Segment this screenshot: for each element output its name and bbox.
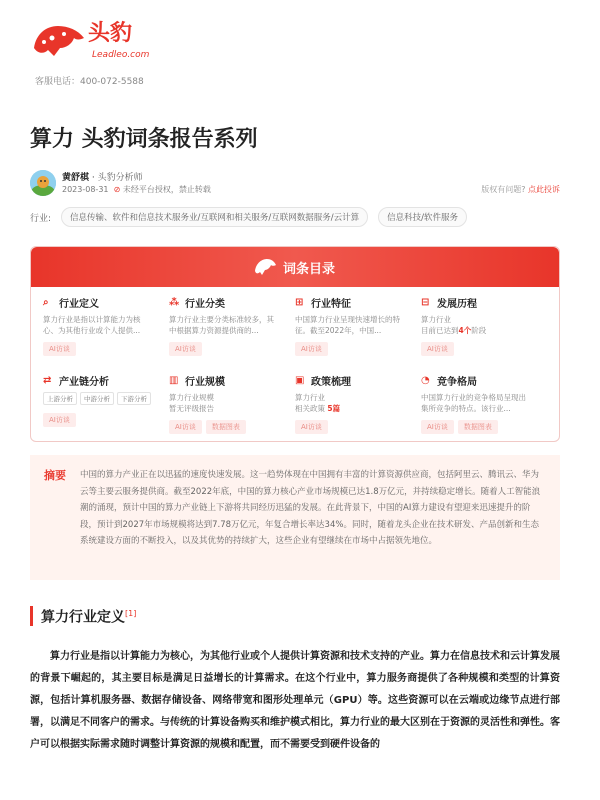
ai-interview-button[interactable]: AI访谈 xyxy=(295,420,328,434)
industry-row xyxy=(30,207,467,227)
toc-item-title[interactable]: 行业定义 xyxy=(59,299,99,310)
avatar-icon xyxy=(30,170,56,196)
ai-interview-button[interactable]: AI访谈 xyxy=(421,420,454,434)
industry-label: 行业: xyxy=(30,213,52,224)
summary-label: 摘要 xyxy=(44,469,66,482)
downstream-tag[interactable]: 下游分析 xyxy=(117,392,151,405)
desc-suffix: 阶段 xyxy=(471,326,487,335)
toc-item-classification[interactable] xyxy=(169,295,295,363)
industry-tag[interactable]: 信息科技/软件服务 xyxy=(378,207,467,227)
toc-item-title[interactable]: 政策梳理 xyxy=(311,377,351,388)
logo-text: 头豹 xyxy=(88,21,133,46)
toc-item-desc: 算力行业是指以计算能力为核心、为其他行业或个人提供... xyxy=(43,315,141,335)
no-repost-icon: ⊘ xyxy=(113,185,121,194)
logo-subtitle: Leadleo.com xyxy=(92,50,150,60)
toc-header xyxy=(31,247,559,287)
page-title: 算力 头豹词条报告系列 xyxy=(30,127,258,152)
publish-date: 2023-08-31 xyxy=(62,185,109,194)
definition-icon: ⌕ xyxy=(43,297,49,308)
toc-item-desc xyxy=(421,314,529,336)
desc-line: 算力行业 xyxy=(421,315,451,324)
summary-box xyxy=(30,455,560,580)
toc-title: 词条目录 xyxy=(282,261,335,277)
desc-prefix: 目前已达到 xyxy=(421,326,459,335)
policy-icon: ▣ xyxy=(295,375,305,386)
desc-line: 算力行业 xyxy=(295,393,325,402)
repost-notice: 未经平台授权，禁止转载 xyxy=(122,185,211,194)
section-body: 算力行业是指以计算能力为核心，为其他行业或个人提供计算资源和技术支持的产业。算力在信息技术和云计算发展的背景下崛起的，其主要目标是满足日益增长的计算需求。在这个行业中，算力服务商提供了各种规模和类型的计算资源，包括计算机服务器、数据存储设备、网络带宽和图形处理单元（GPU）等。这些资源可以在云端或边缘节点进行部署，以满足不同客户的需求。与传统的计算设备购买和维护模式相比，算力行业的最大区别在于资源的灵活性和弹性。客户可以根据实际需求随时调整计算资源的规模和配置，而不需要受到硬件设备的 xyxy=(30,651,560,750)
publish-meta xyxy=(62,184,211,195)
leopard-icon xyxy=(30,18,88,62)
chain-icon: ⇄ xyxy=(43,375,52,386)
ai-interview-button[interactable]: AI访谈 xyxy=(169,420,202,434)
data-chart-button[interactable]: 数据图表 xyxy=(206,420,246,434)
table-of-contents xyxy=(30,246,560,442)
toc-item-definition[interactable] xyxy=(43,295,169,363)
toc-item-policy[interactable] xyxy=(295,373,421,441)
author-name[interactable]: 黄舒棋 xyxy=(62,173,90,183)
toc-item-competition[interactable] xyxy=(421,373,547,441)
toc-item-desc xyxy=(295,392,403,414)
desc-prefix: 相关政策 xyxy=(295,404,325,413)
author-avatar[interactable] xyxy=(30,170,56,196)
copyright-prefix: 版权有问题? xyxy=(481,185,526,194)
ai-interview-button[interactable]: AI访谈 xyxy=(169,342,202,356)
ai-interview-button[interactable]: AI访谈 xyxy=(43,342,76,356)
reference-link[interactable]: [1] xyxy=(125,609,137,618)
ai-interview-button[interactable]: AI访谈 xyxy=(295,342,328,356)
toc-item-title[interactable]: 行业特征 xyxy=(311,299,351,310)
toc-item-title[interactable]: 行业分类 xyxy=(185,299,225,310)
desc-line xyxy=(295,403,403,414)
stage-count: 4个 xyxy=(458,326,472,335)
toc-item-title[interactable]: 发展历程 xyxy=(437,299,477,310)
desc-line: 暂无评级报告 xyxy=(169,404,214,413)
toc-item-history[interactable] xyxy=(421,295,547,363)
competition-icon: ◔ xyxy=(421,375,430,386)
toc-item-title[interactable]: 行业规模 xyxy=(185,377,225,388)
toc-item-desc: 中国算力行业呈现快速增长的特征。截至2022年，中国... xyxy=(295,315,400,335)
toc-item-desc: 中国算力行业的竞争格局呈现出集所竞争的特点。该行业... xyxy=(421,393,526,413)
toc-item-desc: 算力行业主要分类标准较多，其中根据算力资源提供商的... xyxy=(169,315,274,335)
policy-count: 5篇 xyxy=(327,404,341,413)
author-separator: · xyxy=(91,173,95,183)
toc-item-desc xyxy=(169,392,277,414)
toc-item-title[interactable]: 产业链分析 xyxy=(59,377,109,388)
author-role: 头豹分析师 xyxy=(97,173,143,183)
toc-item-title[interactable]: 竞争格局 xyxy=(437,377,477,388)
leopard-badge-icon xyxy=(253,255,277,279)
history-icon: ⊟ xyxy=(421,297,430,308)
copyright-complaint xyxy=(481,184,560,195)
toc-item-chain[interactable] xyxy=(43,373,169,441)
ai-interview-button[interactable]: AI访谈 xyxy=(421,342,454,356)
complaint-link[interactable]: 点此投诉 xyxy=(528,185,560,194)
features-icon: ⊞ xyxy=(295,297,304,308)
desc-line: 算力行业规模 xyxy=(169,393,214,402)
summary-text: 中国的算力产业正在以迅猛的速度快速发展。这一趋势体现在中国拥有丰富的计算资源供应商，包括阿里云、腾讯云、华为云等主要云服务提供商。截至2022年底，中国的算力核心产业市场规模已达1.8万亿元，并持续稳定增长。随着人工智能浪潮的涌现，预计中国的算力产业链上下游将共同经历迅猛的发展。在此背景下，中国的AI算力建设有望迎来迅速提升的阶段，预计到2027年市场规模将达到7.78万亿元，年复合增长率达34%。同时，随着龙头企业在技术研发、产品创新和生态系统建设方面的不断投入，以及其优势的持续扩大，这些企业有望继续在市场中占据领先地位。 xyxy=(80,470,541,546)
industry-tag[interactable]: 信息传输、软件和信息技术服务业/互联网和相关服务/互联网数据服务/云计算 xyxy=(61,207,368,227)
classification-icon: ⁂ xyxy=(169,297,180,308)
author-line xyxy=(62,170,143,183)
section-title xyxy=(30,606,136,626)
section-title-text: 算力行业定义 xyxy=(41,609,125,626)
ai-interview-button[interactable]: AI访谈 xyxy=(43,413,76,427)
upstream-tag[interactable]: 上游分析 xyxy=(43,392,77,405)
customer-service-phone: 客服电话：400-072-5588 xyxy=(35,77,144,87)
data-chart-button[interactable]: 数据图表 xyxy=(458,420,498,434)
scale-icon: ▥ xyxy=(169,375,179,386)
chain-subtags xyxy=(43,392,169,405)
midstream-tag[interactable]: 中游分析 xyxy=(80,392,114,405)
toc-item-features[interactable] xyxy=(295,295,421,363)
desc-line xyxy=(421,325,529,336)
toc-item-scale[interactable] xyxy=(169,373,295,441)
